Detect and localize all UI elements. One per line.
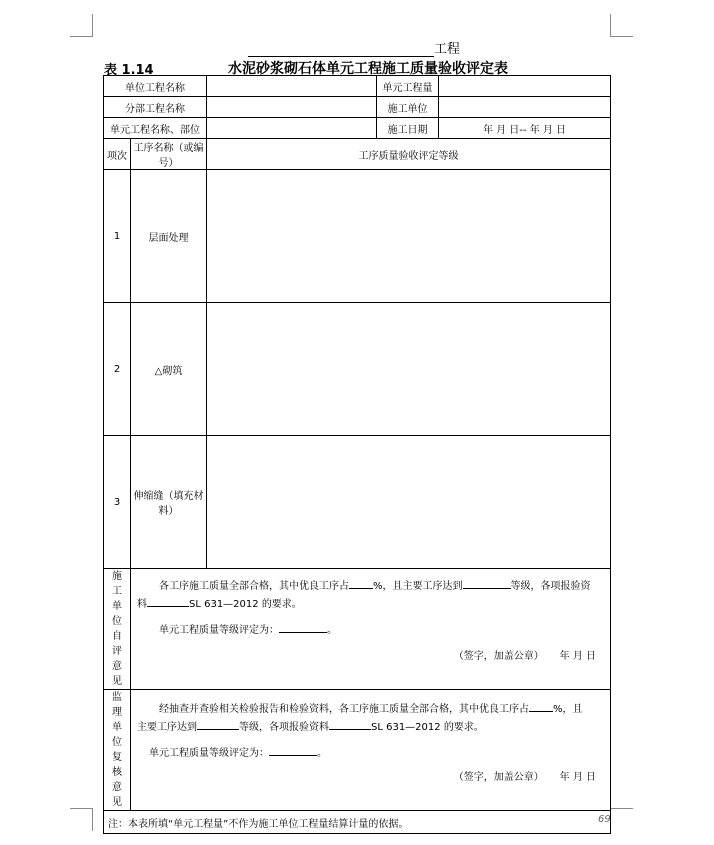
contractor-opinion-label: 施工单位自评意见 (104, 569, 131, 690)
process-name: 伸缩缝（填充材料） (131, 436, 207, 569)
unit-element-quantity-label: 单元工程量 (377, 76, 439, 97)
note-row (104, 811, 611, 834)
grade-cell[interactable] (207, 436, 611, 569)
crop-mark-bottom-right (610, 808, 633, 831)
crop-mark-top-right (610, 14, 633, 37)
item-no: 1 (104, 170, 131, 303)
process-name: △砌筑 (131, 303, 207, 436)
item-no-header: 项次 (104, 139, 131, 170)
division-project-name-label: 分部工程名称 (104, 97, 207, 118)
supervisor-opinion-content (131, 690, 611, 811)
project-name-line (248, 38, 460, 57)
info-row-2 (104, 97, 611, 118)
column-header-row (104, 139, 611, 170)
table-row (104, 170, 611, 303)
info-row-3 (104, 118, 611, 139)
supervisor-opinion-row (104, 690, 611, 811)
process-name: 层面处理 (131, 170, 207, 303)
construction-date-label: 施工日期 (377, 118, 439, 139)
supervisor-report-data-blank[interactable] (329, 718, 371, 730)
construction-unit-label: 施工单位 (377, 97, 439, 118)
grade-cell[interactable] (207, 303, 611, 436)
page-number: 69 (598, 814, 611, 825)
project-suffix: 工程 (434, 42, 461, 57)
crop-mark-bottom-left (70, 808, 93, 831)
unit-element-quantity-value[interactable] (439, 76, 611, 97)
table-note: 注：本表所填“单元工程量”不作为施工单位工程量结算计量的依据。 (104, 811, 611, 834)
grade-header: 工序质量验收评定等级 (207, 139, 611, 170)
contractor-opinion-row (104, 569, 611, 690)
contractor-opinion-content (131, 569, 611, 690)
construction-unit-value[interactable] (439, 97, 611, 118)
unit-project-name-value[interactable] (207, 76, 377, 97)
excellent-ratio-blank[interactable] (349, 577, 373, 589)
contractor-opinion-text: 各工序施工质量全部合格，其中优良工序占 %，且主要工序达到 等级，各项报验资 料 SL 631—2012 的要求。 (137, 577, 604, 613)
grade-cell[interactable] (207, 170, 611, 303)
supervisor-main-grade-blank[interactable] (197, 718, 239, 730)
evaluation-form-table (103, 75, 611, 834)
supervisor-signature-line: （签字，加盖公章） 年 月 日 (453, 772, 596, 783)
supervisor-opinion-text: 经抽查并查验相关检验报告和检验资料，各工序施工质量全部合格，其中优良工序占 %，且 主要工序达到 等级，各项报验资料 SL 631—2012 的要求。 (137, 700, 604, 736)
process-name-header: 工序名称（或编号） (131, 139, 207, 170)
supervisor-excellent-ratio-blank[interactable] (529, 700, 553, 712)
contractor-grade-blank[interactable] (279, 621, 327, 633)
division-project-name-value[interactable] (207, 97, 377, 118)
contractor-grade-line: 单元工程质量等级评定为： 。 (137, 621, 604, 639)
crop-mark-top-left (70, 14, 93, 37)
project-name-blank[interactable] (248, 42, 434, 57)
construction-date-value[interactable]: 年 月 日-- 年 月 日 (439, 118, 611, 139)
table-row (104, 303, 611, 436)
item-no: 3 (104, 436, 131, 569)
contractor-signature-line: （签字，加盖公章） 年 月 日 (453, 651, 596, 662)
supervisor-grade-blank[interactable] (269, 744, 317, 756)
unit-project-name-label: 单位工程名称 (104, 76, 207, 97)
supervisor-opinion-label: 监理单位复核意见 (104, 690, 131, 811)
report-data-blank[interactable] (147, 595, 189, 607)
supervisor-grade-line: 单元工程质量等级评定为： 。 (137, 744, 604, 762)
table-row (104, 436, 611, 569)
main-process-grade-blank[interactable] (463, 577, 511, 589)
element-project-name-value[interactable] (207, 118, 377, 139)
element-project-name-label: 单元工程名称、部位 (104, 118, 207, 139)
info-row-1 (104, 76, 611, 97)
item-no: 2 (104, 303, 131, 436)
table-number: 表 1.14 (104, 63, 154, 78)
document-title: 水泥砂浆砌石体单元工程施工质量验收评定表 (228, 61, 508, 77)
